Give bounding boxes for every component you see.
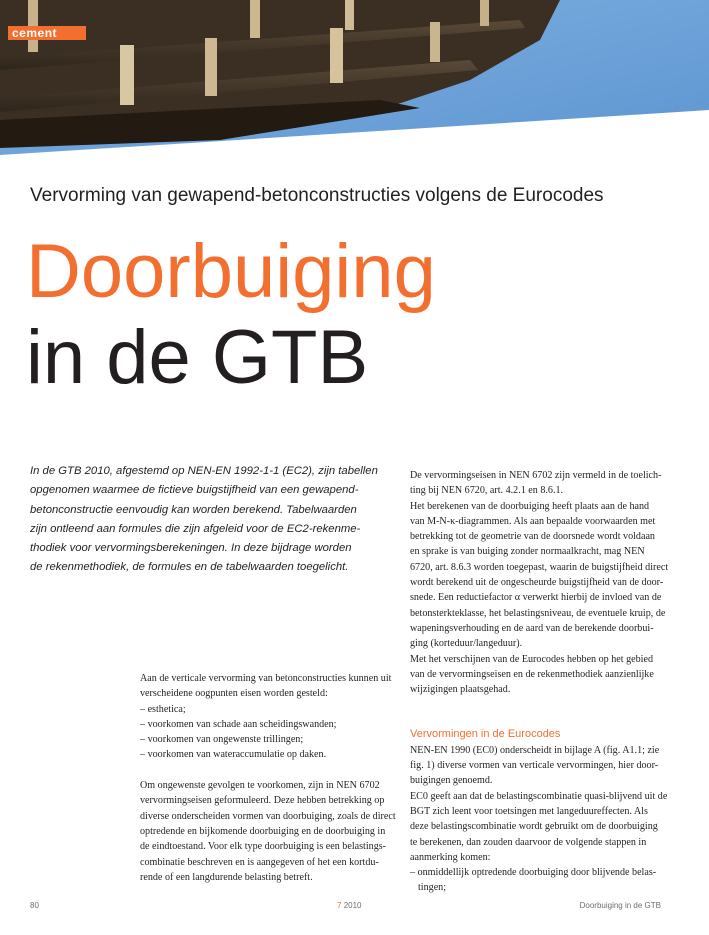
body-line: aanmerking komen: [410, 851, 491, 863]
body-line: combinatie beschreven en is aangegeven of het een kortdu- [140, 856, 379, 868]
body-line: te berekenen, dan zouden daarvoor de volgende stappen in [410, 836, 647, 848]
body-line: verscheidene oogpunten eisen worden gesteld: [140, 688, 328, 700]
article-intro [30, 462, 378, 578]
body-line: deze belastingscombinatie wordt gebruikt om de doorbuiging [410, 821, 658, 833]
section-heading: Vervormingen in de Eurocodes [410, 728, 561, 741]
body-line: BGT zich leent voor toetsingen met langeduureffecten. Als [410, 805, 648, 817]
running-title: Doorbuiging in de GTB [579, 901, 661, 910]
construction-photo-illustration [0, 0, 709, 160]
issue-label [337, 901, 361, 910]
intro-line: zijn ontleend aan formules die zijn afgeleid voor de EC2-rekenme- [30, 522, 361, 535]
body-line: NEN-EN 1990 (EC0) onderscheidt in bijlage A (fig. A1.1; zie [410, 744, 660, 756]
page-number: 80 [30, 901, 39, 910]
issue-year: 2010 [343, 901, 362, 910]
body-line: wapeningsverhouding en de aard van de berekende doorbui- [410, 622, 654, 634]
article-title-line-1: Doorbuiging [26, 229, 436, 314]
intro-line: betonconstructie eenvoudig kan worden berekend. Tabelwaarden [30, 503, 357, 516]
list-item: – esthetica; [140, 703, 186, 715]
list-item: – onmiddellijk optredende doorbuiging door blijvende belas- [410, 867, 657, 879]
body-line: vervormingseisen geformuleerd. Deze hebben betrekking op [140, 795, 385, 807]
body-line: rende of een langdurende belasting betreft. [140, 871, 313, 883]
body-line: van de vervormingseisen en de rekenmethodiek aanzienlijke [410, 668, 654, 680]
body-line: EC0 geeft aan dat de belastingscombinatie quasi-blijvend uit de [410, 790, 668, 802]
body-column-right [410, 468, 670, 896]
body-column-left [140, 671, 395, 885]
body-line: wordt berekend uit de ongescheurde buigstijfheid van de door- [410, 577, 664, 589]
body-line: Om ongewenste gevolgen te voorkomen, zijn in NEN 6702 [140, 780, 380, 792]
body-line: van M-N-κ-diagrammen. Als aan bepaalde voorwaarden met [410, 515, 656, 527]
body-line: 6720, art. 8.6.3 worden toegepast, waarin de buigstijfheid direct [410, 561, 669, 573]
body-line: optredende en bijkomende doorbuiging en de doorbuiging in [140, 825, 386, 837]
body-line: de eindtoestand. Voor elk type doorbuiging is een belastings- [140, 841, 387, 853]
magazine-logo: cement [8, 26, 86, 40]
intro-line: In de GTB 2010, afgestemd op NEN-EN 1992-1-1 (EC2), zijn tabellen [30, 465, 378, 477]
body-line: wijzigingen plaatsgehad. [410, 684, 511, 696]
list-item: – voorkomen van schade aan scheidingswanden; [140, 718, 337, 730]
body-line: betrekking tot de geometrie van de doorsnede wordt voldaan [410, 531, 655, 543]
intro-line: de rekenmethodiek, de formules en de tabelwaarden toegelicht. [30, 561, 349, 574]
body-line: snede. Een reductiefactor α verwerkt hierbij de invloed van de [410, 592, 662, 604]
body-line: Met het verschijnen van de Eurocodes hebben op het gebied [410, 653, 654, 665]
body-line: De vervormingseisen in NEN 6702 zijn vermeld in de toelich- [410, 470, 662, 481]
body-line: fig. 1) diverse vormen van verticale vervormingen, hier door- [410, 760, 659, 772]
intro-line: opgenomen waarmee de fictieve buigstijfheid van een gewapend- [30, 484, 359, 497]
article-kicker: Vervorming van gewapend-betonconstructies volgens de Eurocodes [30, 185, 604, 206]
issue-number: 7 [337, 901, 342, 910]
body-line: betonsterkteklasse, het belastingsniveau, de eventuele kruip, de [410, 607, 666, 619]
body-line: en sprake is van buiging zonder normaalkracht, mag NEN [410, 546, 645, 558]
body-line: buigingen genoemd. [410, 775, 493, 787]
body-line: ting bij NEN 6720, art. 4.2.1 en 8.6.1. [410, 485, 564, 497]
body-line: Aan de verticale vervorming van betonconstructies kunnen uit [140, 673, 392, 684]
body-line: ging (korteduur/langeduur). [410, 638, 523, 650]
hero-photo [0, 0, 709, 160]
list-item-continuation: tingen; [418, 882, 447, 894]
list-item: – voorkomen van wateraccumulatie op daken. [140, 749, 327, 761]
body-line: diverse onderscheiden vormen van doorbuiging, zoals de direct [140, 810, 396, 822]
list-item: – voorkomen van ongewenste trillingen; [140, 734, 304, 746]
intro-line: thodiek voor vervormingsberekeningen. In deze bijdrage worden [30, 542, 352, 555]
article-title-line-2: in de GTB [26, 315, 369, 400]
body-line: Het berekenen van de doorbuiging heeft plaats aan de hand [410, 500, 650, 512]
